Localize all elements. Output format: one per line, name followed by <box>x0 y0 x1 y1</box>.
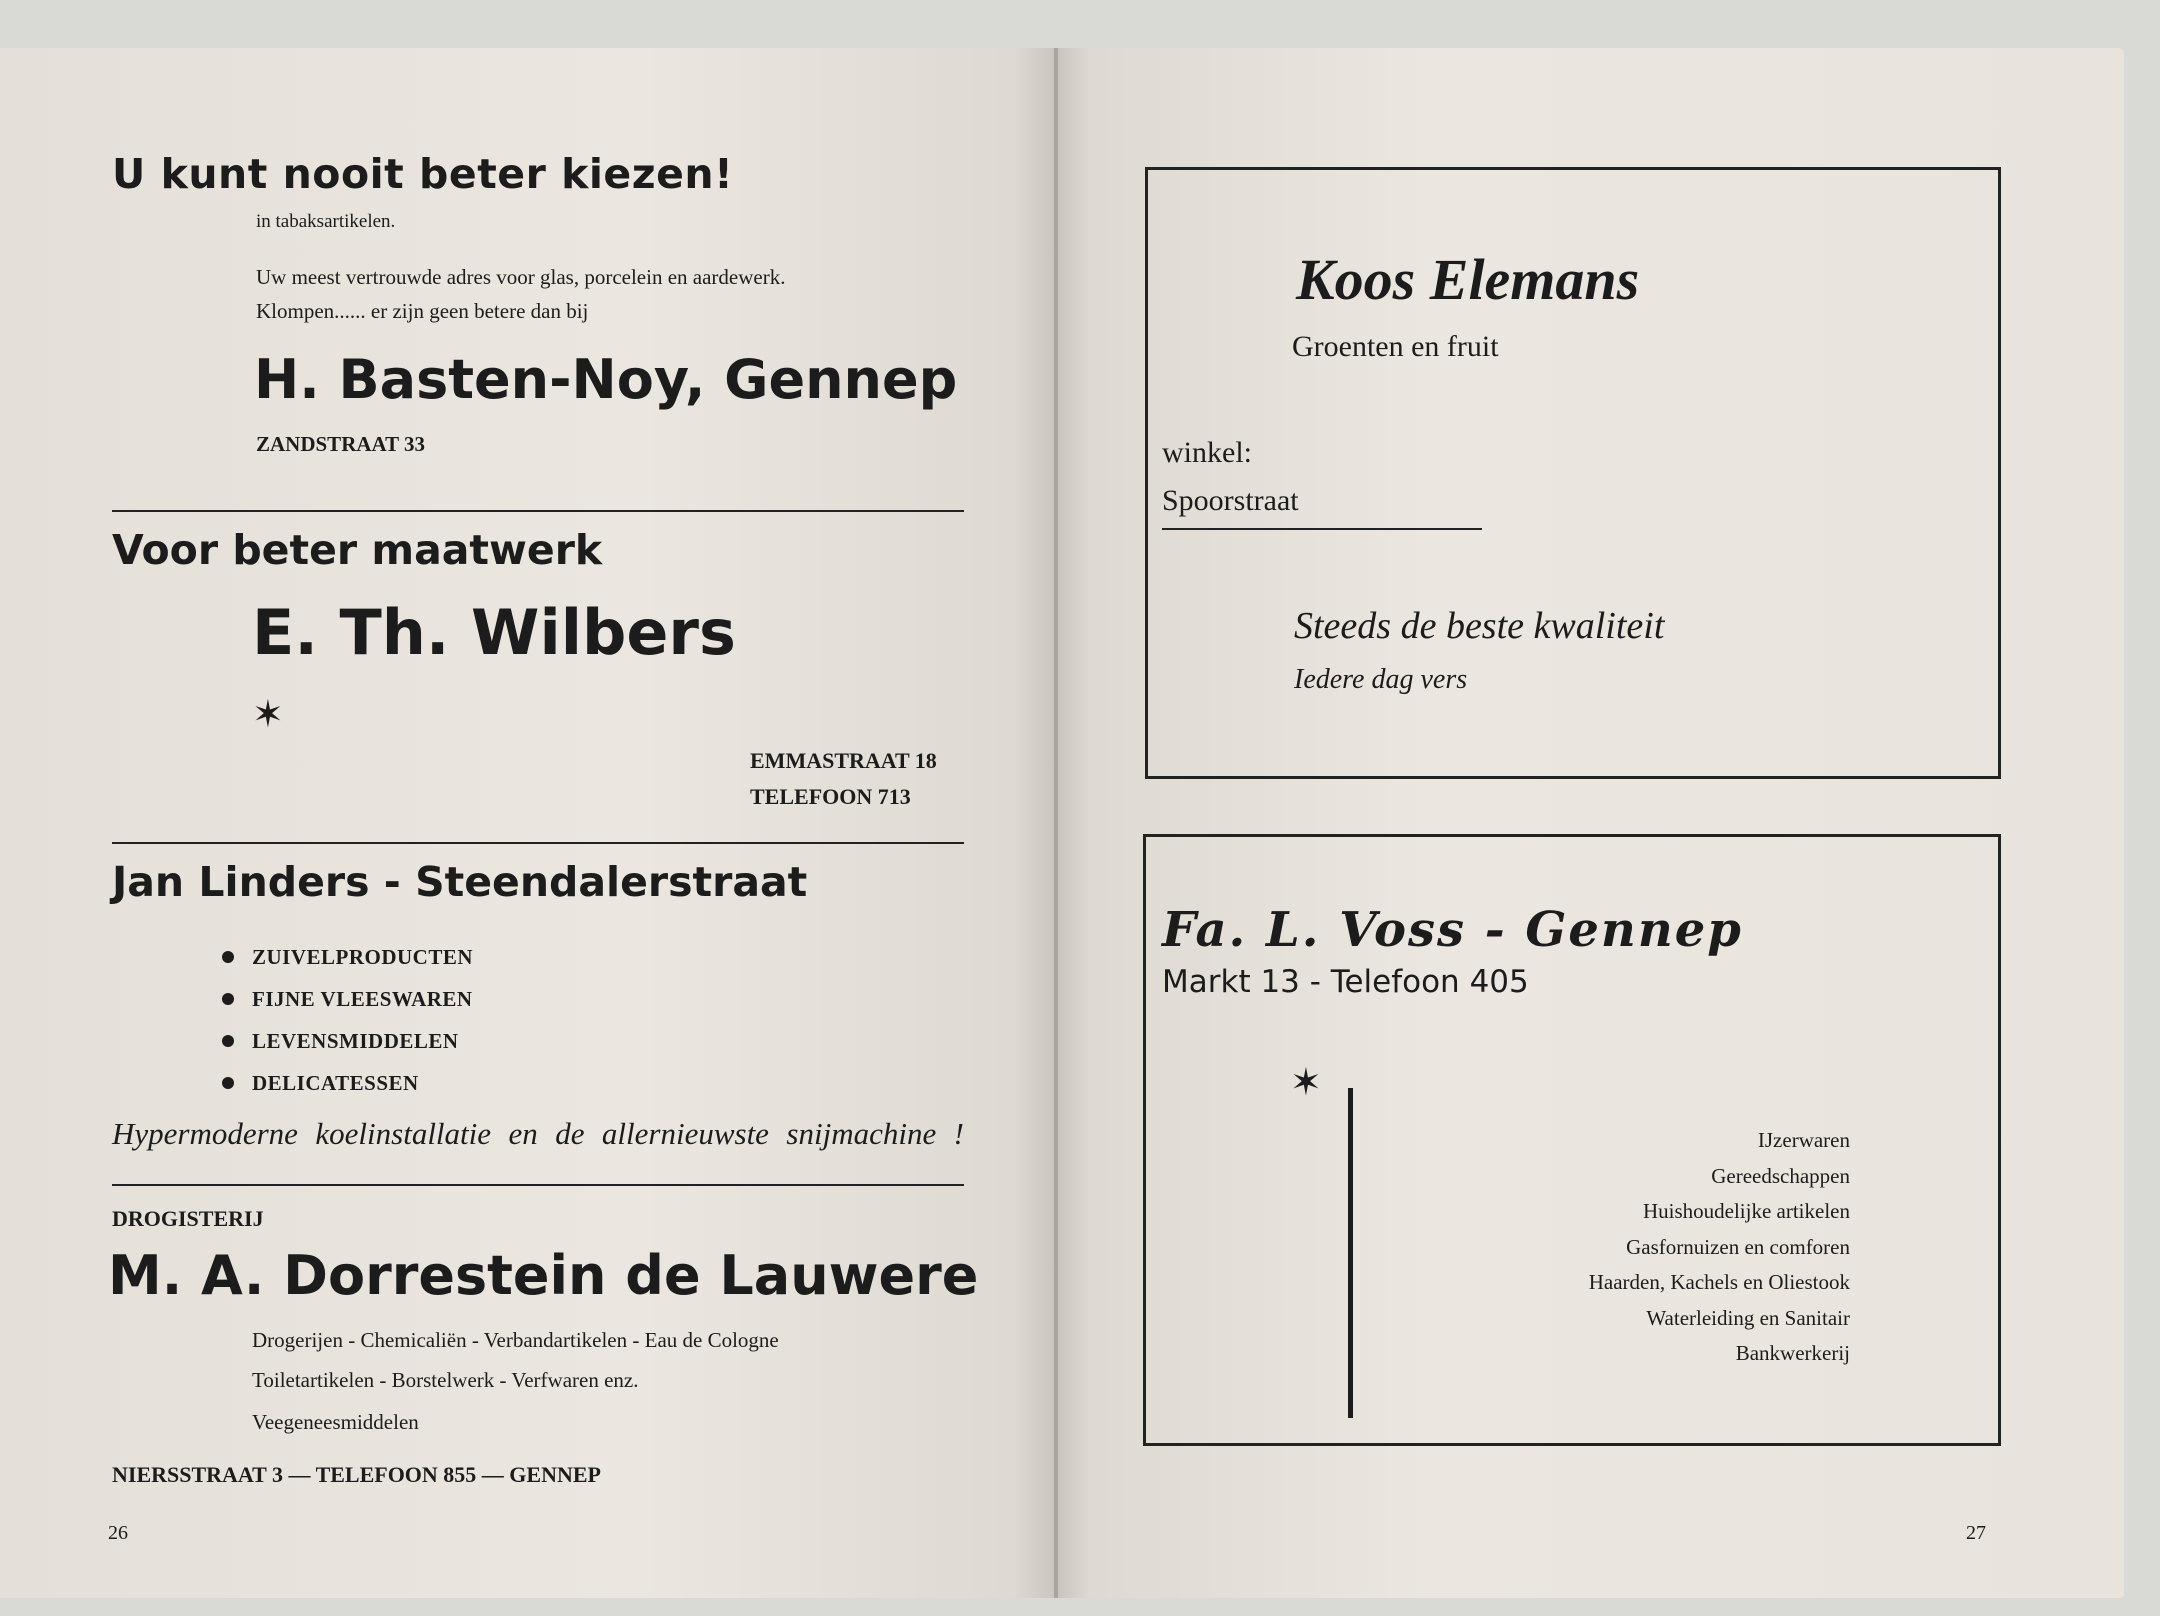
shop-address-dorrestein: NIERSSTRAAT 3 — TELEFOON 855 — GENNEP <box>112 1462 601 1487</box>
list-item: Gasfornuizen en comforen <box>1626 1234 1850 1259</box>
bullet-icon <box>222 993 234 1005</box>
ad-text-veegeneesmiddelen: Veegeneesmiddelen <box>252 1410 419 1434</box>
list-item: Haarden, Kachels en Oliestook <box>1588 1270 1850 1294</box>
ad-tagline-koelinstallatie: Hypermoderne koelinstallatie en de allernieuwste snijmachine ! <box>112 1116 964 1151</box>
ad-text-glass: Uw meest vertrouwde adres voor glas, porcelein en aardewerk. <box>256 265 786 289</box>
shop-name-voss: Fa. L. Voss - Gennep <box>1162 902 1743 958</box>
divider-rule <box>112 510 964 512</box>
ad-text-drogerijen: Drogerijen - Chemicaliën - Verbandartikelen - Eau de Cologne <box>252 1328 779 1352</box>
bullet-icon <box>222 1077 234 1089</box>
ad-subline-tobacco: in tabaksartikelen. <box>256 211 396 232</box>
booklet-page-left <box>0 48 1056 1598</box>
ad-text-klompen: Klompen...... er zijn geen betere dan bij <box>256 299 589 323</box>
shop-address-voss: Markt 13 - Telefoon 405 <box>1162 964 1529 1000</box>
ad-subline-groenten: Groenten en fruit <box>1292 330 1499 363</box>
page-number: 27 <box>1966 1522 1986 1544</box>
divider-rule <box>1162 528 1482 530</box>
list-item: LEVENSMIDDELEN <box>222 1020 473 1062</box>
ad-text-toiletartikelen: Toiletartikelen - Borstelwerk - Verfwaren enz. <box>252 1368 639 1392</box>
booklet-page-right <box>1058 48 2124 1598</box>
shop-phone-wilbers: TELEFOON 713 <box>750 784 911 809</box>
shop-address-wilbers: EMMASTRAAT 18 <box>750 748 937 773</box>
ad-label-drogisterij: DROGISTERIJ <box>112 1206 264 1231</box>
ad-subline-vers: Iedere dag vers <box>1294 664 1468 695</box>
divider-rule <box>112 1184 964 1186</box>
bullet-icon <box>222 1035 234 1047</box>
shop-name-dorrestein: M. A. Dorrestein de Lauwere <box>108 1244 979 1307</box>
list-item: ZUIVELPRODUCTEN <box>222 936 473 978</box>
product-list <box>222 936 473 1104</box>
divider-rule <box>112 842 964 844</box>
star-ornament-icon: ✶ <box>1290 1060 1322 1104</box>
shop-name-jan-linders: Jan Linders - Steendalerstraat <box>112 858 808 906</box>
ad-slogan-kwaliteit: Steeds de beste kwaliteit <box>1294 605 1665 647</box>
list-item: Gereedschappen <box>1711 1163 1850 1188</box>
shop-name-koos-elemans: Koos Elemans <box>1296 247 1640 312</box>
page-number: 26 <box>108 1522 128 1544</box>
shop-name-basten-noy: H. Basten-Noy, Gennep <box>254 348 958 411</box>
list-item: FIJNE VLEESWAREN <box>222 978 473 1020</box>
shop-name-wilbers: E. Th. Wilbers <box>252 596 736 669</box>
list-item: Huishoudelijke artikelen <box>1642 1199 1850 1223</box>
ad-headline-maatwerk: Voor beter maatwerk <box>112 526 603 574</box>
star-ornament-icon: ✶ <box>252 692 284 736</box>
list-item: IJzerwaren <box>1757 1128 1850 1152</box>
vertical-rule <box>1348 1088 1353 1418</box>
list-item: DELICATESSEN <box>222 1062 473 1104</box>
bullet-icon <box>222 951 234 963</box>
ad-headline-tobacco: U kunt nooit beter kiezen! <box>112 150 734 198</box>
shop-address-spoorstraat: Spoorstraat <box>1162 484 1299 517</box>
list-item: Waterleiding en Sanitair <box>1646 1305 1850 1330</box>
shop-address-basten-noy: ZANDSTRAAT 33 <box>256 432 426 456</box>
product-list <box>1589 1128 1850 1377</box>
list-item: Bankwerkerij <box>1735 1341 1850 1365</box>
ad-label-winkel: winkel: <box>1162 436 1252 469</box>
